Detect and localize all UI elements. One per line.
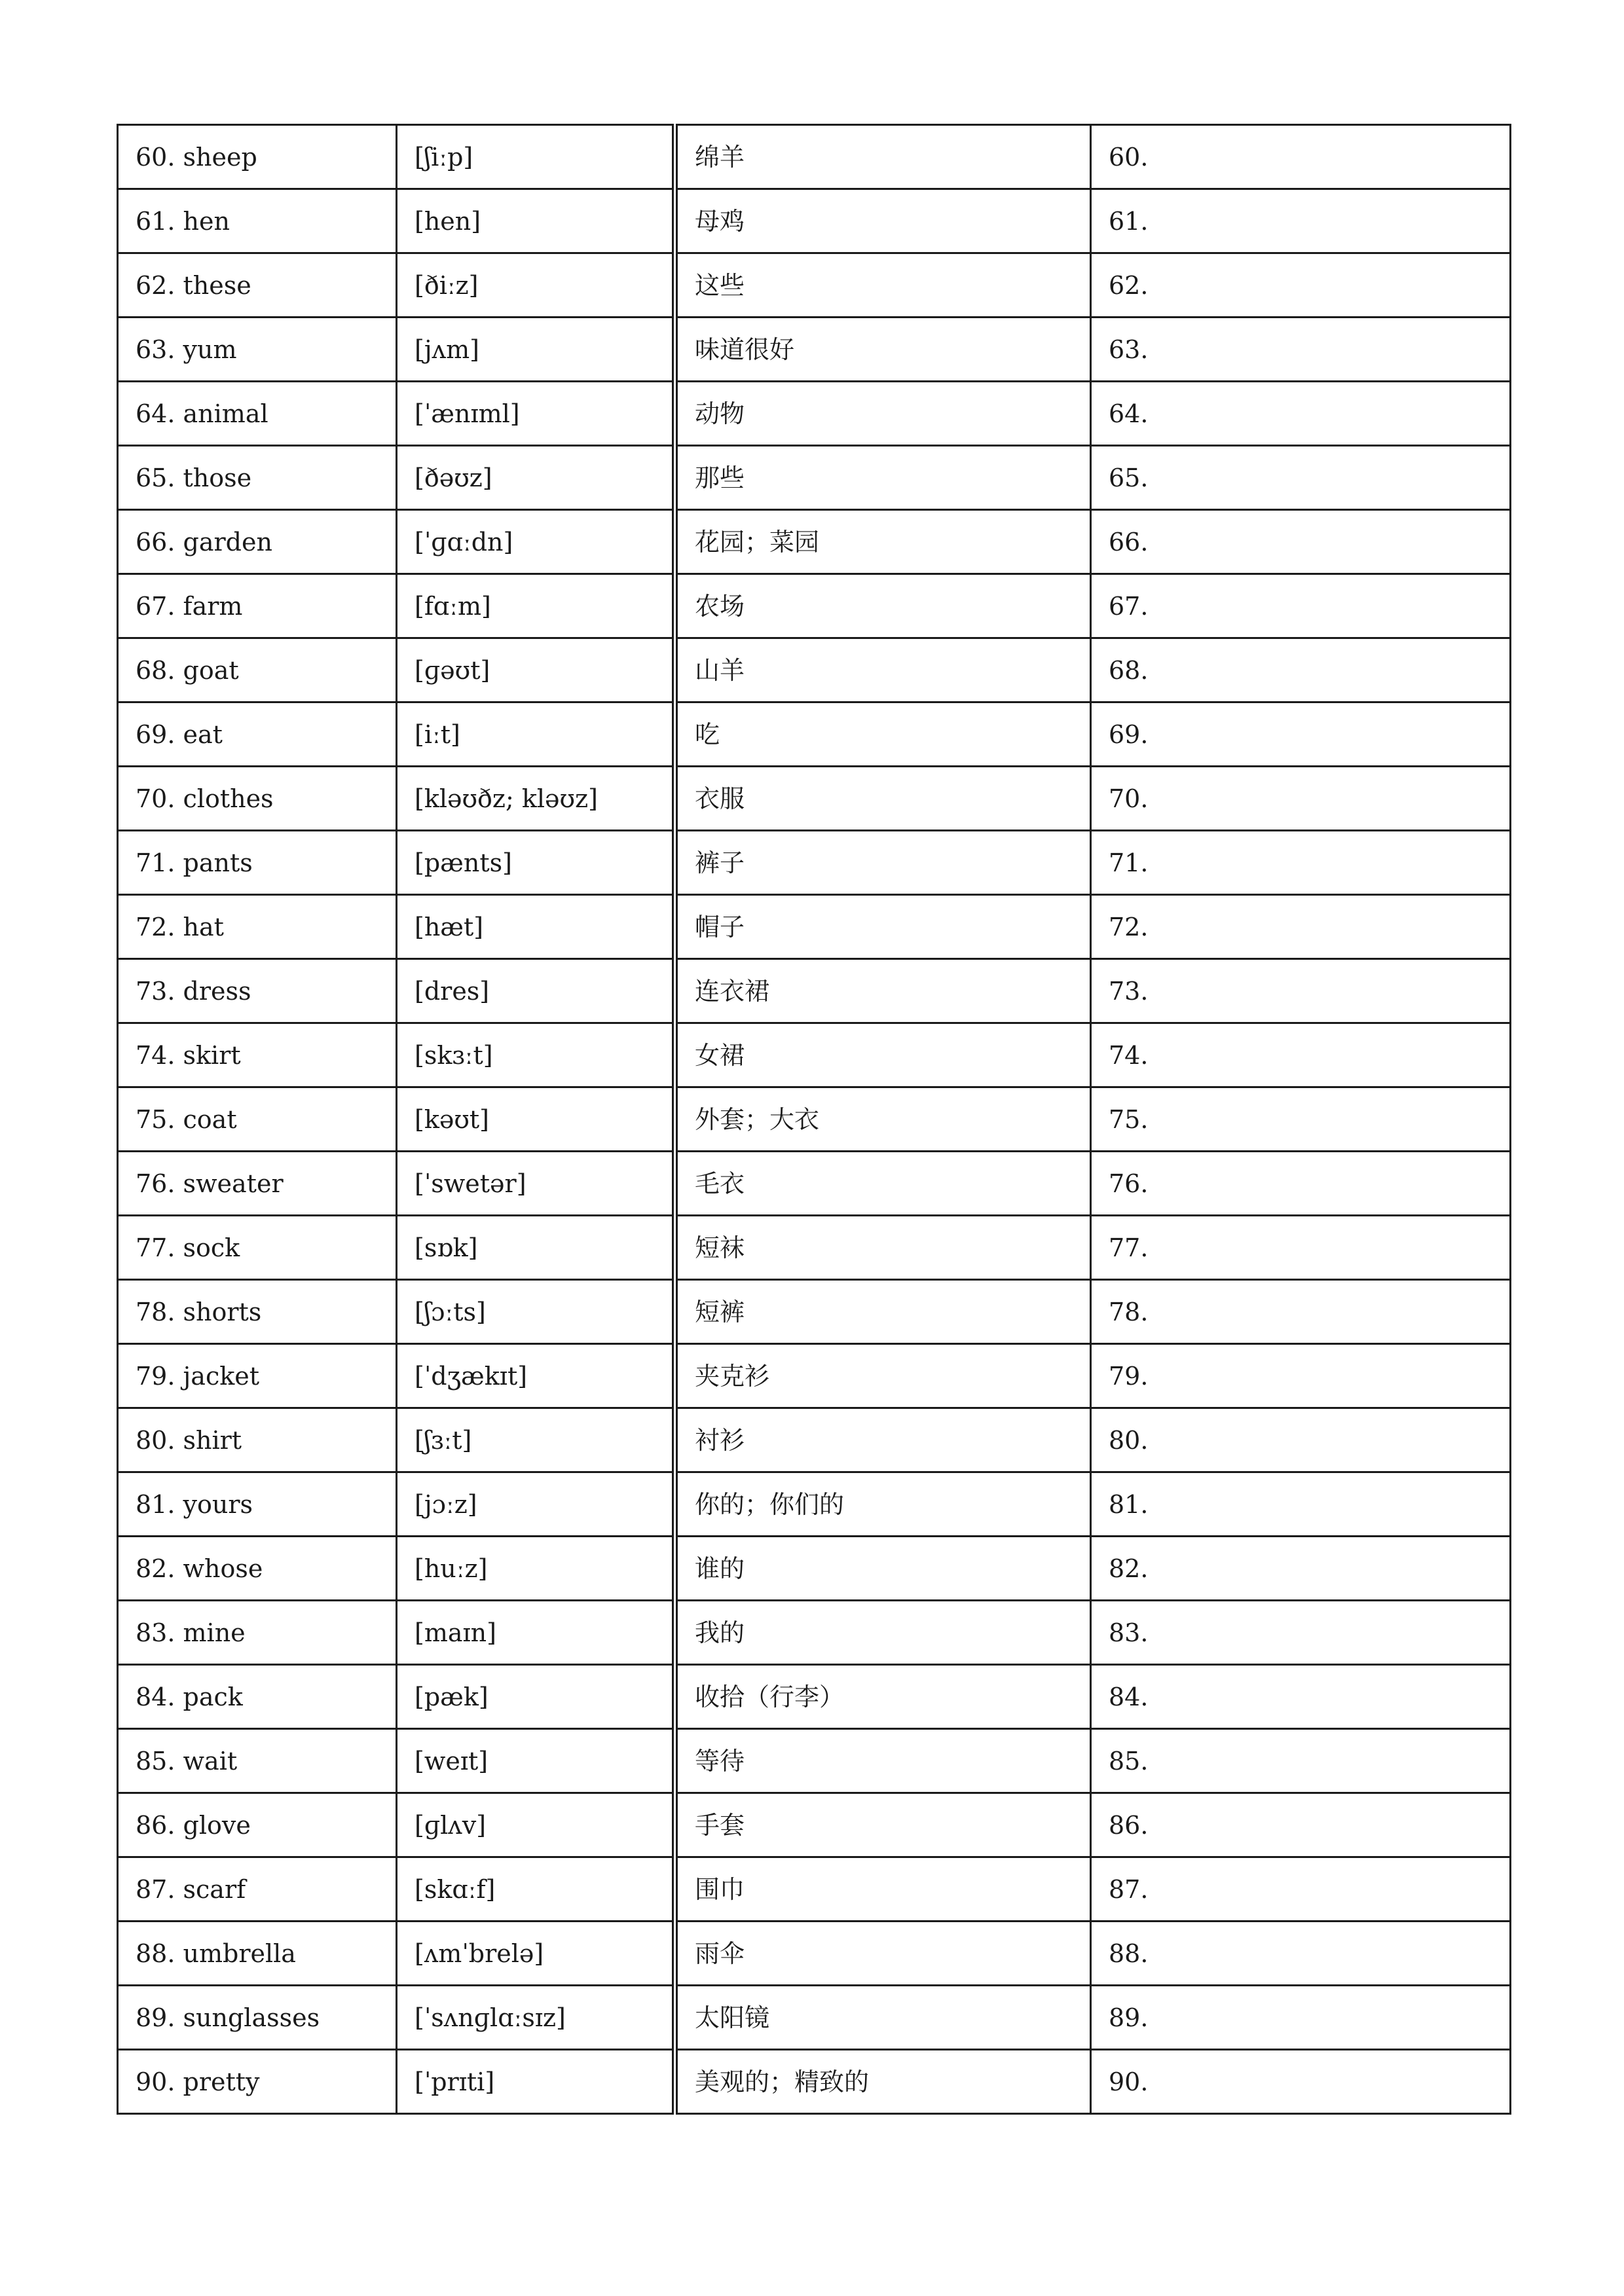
table-row (118, 1986, 1511, 2050)
answer-number-cell: 74. (1091, 1023, 1511, 1087)
table-row (118, 1472, 1511, 1537)
word-cell: 69. eat (118, 702, 397, 767)
word-cell: 87. scarf (118, 1857, 397, 1922)
meaning-cell: 谁的 (675, 1537, 1091, 1601)
answer-number-cell: 83. (1091, 1601, 1511, 1665)
table-row (118, 1857, 1511, 1922)
word-cell: 68. goat (118, 638, 397, 702)
answer-number-cell: 61. (1091, 189, 1511, 253)
word-cell: 76. sweater (118, 1152, 397, 1216)
answer-number-cell: 60. (1091, 125, 1511, 189)
word-cell: 71. pants (118, 831, 397, 895)
answer-number-cell: 71. (1091, 831, 1511, 895)
word-cell: 74. skirt (118, 1023, 397, 1087)
meaning-cell: 吃 (675, 702, 1091, 767)
table-row (118, 574, 1511, 638)
word-cell: 79. jacket (118, 1344, 397, 1408)
phonetic-cell: [pæk] (397, 1665, 675, 1729)
meaning-cell: 衣服 (675, 767, 1091, 831)
word-cell: 62. these (118, 253, 397, 318)
answer-number-cell: 73. (1091, 959, 1511, 1023)
answer-number-cell: 88. (1091, 1922, 1511, 1986)
table-row (118, 1729, 1511, 1793)
meaning-cell: 帽子 (675, 895, 1091, 959)
word-cell: 80. shirt (118, 1408, 397, 1472)
meaning-cell: 那些 (675, 446, 1091, 510)
meaning-cell: 短裤 (675, 1280, 1091, 1344)
answer-number-cell: 62. (1091, 253, 1511, 318)
word-cell: 77. sock (118, 1216, 397, 1280)
table-row (118, 1344, 1511, 1408)
table-row (118, 1601, 1511, 1665)
word-cell: 86. glove (118, 1793, 397, 1857)
meaning-cell: 山羊 (675, 638, 1091, 702)
table-row (118, 446, 1511, 510)
phonetic-cell: [skɜːt] (397, 1023, 675, 1087)
meaning-cell: 我的 (675, 1601, 1091, 1665)
answer-number-cell: 75. (1091, 1087, 1511, 1152)
answer-number-cell: 72. (1091, 895, 1511, 959)
meaning-cell: 收拾（行李） (675, 1665, 1091, 1729)
meaning-cell: 外套；大衣 (675, 1087, 1091, 1152)
phonetic-cell: [maɪn] (397, 1601, 675, 1665)
answer-number-cell: 78. (1091, 1280, 1511, 1344)
answer-number-cell: 76. (1091, 1152, 1511, 1216)
table-row (118, 1216, 1511, 1280)
table-row (118, 1922, 1511, 1986)
meaning-cell: 味道很好 (675, 318, 1091, 382)
word-cell: 73. dress (118, 959, 397, 1023)
table-row (118, 702, 1511, 767)
meaning-cell: 你的；你们的 (675, 1472, 1091, 1537)
meaning-cell: 短袜 (675, 1216, 1091, 1280)
word-cell: 67. farm (118, 574, 397, 638)
word-cell: 81. yours (118, 1472, 397, 1537)
phonetic-cell: [iːt] (397, 702, 675, 767)
phonetic-cell: [ˈænɪml] (397, 382, 675, 446)
meaning-cell: 雨伞 (675, 1922, 1091, 1986)
phonetic-cell: [weɪt] (397, 1729, 675, 1793)
word-cell: 63. yum (118, 318, 397, 382)
vocabulary-table (117, 124, 1511, 2115)
word-cell: 89. sunglasses (118, 1986, 397, 2050)
answer-number-cell: 69. (1091, 702, 1511, 767)
table-row (118, 959, 1511, 1023)
meaning-cell: 围巾 (675, 1857, 1091, 1922)
meaning-cell: 等待 (675, 1729, 1091, 1793)
table-row (118, 1280, 1511, 1344)
word-cell: 83. mine (118, 1601, 397, 1665)
answer-number-cell: 90. (1091, 2050, 1511, 2114)
table-row (118, 831, 1511, 895)
phonetic-cell: [ʃiːp] (397, 125, 675, 189)
word-cell: 88. umbrella (118, 1922, 397, 1986)
phonetic-cell: [ˈprɪti] (397, 2050, 675, 2114)
word-cell: 82. whose (118, 1537, 397, 1601)
phonetic-cell: [hen] (397, 189, 675, 253)
word-cell: 60. sheep (118, 125, 397, 189)
answer-number-cell: 87. (1091, 1857, 1511, 1922)
phonetic-cell: [ʃɜːt] (397, 1408, 675, 1472)
answer-number-cell: 80. (1091, 1408, 1511, 1472)
table-row (118, 189, 1511, 253)
meaning-cell: 动物 (675, 382, 1091, 446)
word-cell: 70. clothes (118, 767, 397, 831)
phonetic-cell: [ˈswetər] (397, 1152, 675, 1216)
meaning-cell: 女裙 (675, 1023, 1091, 1087)
meaning-cell: 裤子 (675, 831, 1091, 895)
phonetic-cell: [jɔːz] (397, 1472, 675, 1537)
table-row (118, 1023, 1511, 1087)
answer-number-cell: 63. (1091, 318, 1511, 382)
answer-number-cell: 86. (1091, 1793, 1511, 1857)
answer-number-cell: 79. (1091, 1344, 1511, 1408)
meaning-cell: 母鸡 (675, 189, 1091, 253)
phonetic-cell: [ðəʊz] (397, 446, 675, 510)
table-row (118, 382, 1511, 446)
meaning-cell: 农场 (675, 574, 1091, 638)
phonetic-cell: [huːz] (397, 1537, 675, 1601)
phonetic-cell: [dres] (397, 959, 675, 1023)
meaning-cell: 这些 (675, 253, 1091, 318)
word-cell: 66. garden (118, 510, 397, 574)
word-cell: 85. wait (118, 1729, 397, 1793)
table-row (118, 510, 1511, 574)
word-cell: 90. pretty (118, 2050, 397, 2114)
word-cell: 78. shorts (118, 1280, 397, 1344)
meaning-cell: 夹克衫 (675, 1344, 1091, 1408)
meaning-cell: 连衣裙 (675, 959, 1091, 1023)
answer-number-cell: 64. (1091, 382, 1511, 446)
answer-number-cell: 84. (1091, 1665, 1511, 1729)
phonetic-cell: [ʃɔːts] (397, 1280, 675, 1344)
phonetic-cell: [ɡəʊt] (397, 638, 675, 702)
table-row (118, 253, 1511, 318)
table-row (118, 1793, 1511, 1857)
vocabulary-table-body (118, 125, 1511, 2114)
phonetic-cell: [skɑːf] (397, 1857, 675, 1922)
phonetic-cell: [hæt] (397, 895, 675, 959)
answer-number-cell: 70. (1091, 767, 1511, 831)
meaning-cell: 花园；菜园 (675, 510, 1091, 574)
word-cell: 61. hen (118, 189, 397, 253)
phonetic-cell: [ˈdʒækɪt] (397, 1344, 675, 1408)
meaning-cell: 绵羊 (675, 125, 1091, 189)
meaning-cell: 太阳镜 (675, 1986, 1091, 2050)
meaning-cell: 美观的；精致的 (675, 2050, 1091, 2114)
table-row (118, 125, 1511, 189)
phonetic-cell: [fɑːm] (397, 574, 675, 638)
phonetic-cell: [pænts] (397, 831, 675, 895)
table-row (118, 638, 1511, 702)
phonetic-cell: [kəʊt] (397, 1087, 675, 1152)
table-row (118, 1152, 1511, 1216)
table-row (118, 767, 1511, 831)
answer-number-cell: 85. (1091, 1729, 1511, 1793)
phonetic-cell: [ˈsʌnɡlɑːsɪz] (397, 1986, 675, 2050)
table-row (118, 318, 1511, 382)
meaning-cell: 衬衫 (675, 1408, 1091, 1472)
table-row (118, 1537, 1511, 1601)
phonetic-cell: [kləʊðz; kləʊz] (397, 767, 675, 831)
table-row (118, 2050, 1511, 2114)
phonetic-cell: [ˈɡɑːdn] (397, 510, 675, 574)
answer-number-cell: 68. (1091, 638, 1511, 702)
phonetic-cell: [sɒk] (397, 1216, 675, 1280)
answer-number-cell: 67. (1091, 574, 1511, 638)
answer-number-cell: 77. (1091, 1216, 1511, 1280)
answer-number-cell: 65. (1091, 446, 1511, 510)
table-row (118, 895, 1511, 959)
answer-number-cell: 66. (1091, 510, 1511, 574)
meaning-cell: 毛衣 (675, 1152, 1091, 1216)
meaning-cell: 手套 (675, 1793, 1091, 1857)
phonetic-cell: [ɡlʌv] (397, 1793, 675, 1857)
word-cell: 72. hat (118, 895, 397, 959)
table-row (118, 1408, 1511, 1472)
phonetic-cell: [ðiːz] (397, 253, 675, 318)
table-row (118, 1665, 1511, 1729)
answer-number-cell: 82. (1091, 1537, 1511, 1601)
phonetic-cell: [ʌmˈbrelə] (397, 1922, 675, 1986)
phonetic-cell: [jʌm] (397, 318, 675, 382)
word-cell: 64. animal (118, 382, 397, 446)
word-cell: 84. pack (118, 1665, 397, 1729)
word-cell: 75. coat (118, 1087, 397, 1152)
word-cell: 65. those (118, 446, 397, 510)
answer-number-cell: 89. (1091, 1986, 1511, 2050)
answer-number-cell: 81. (1091, 1472, 1511, 1537)
table-row (118, 1087, 1511, 1152)
